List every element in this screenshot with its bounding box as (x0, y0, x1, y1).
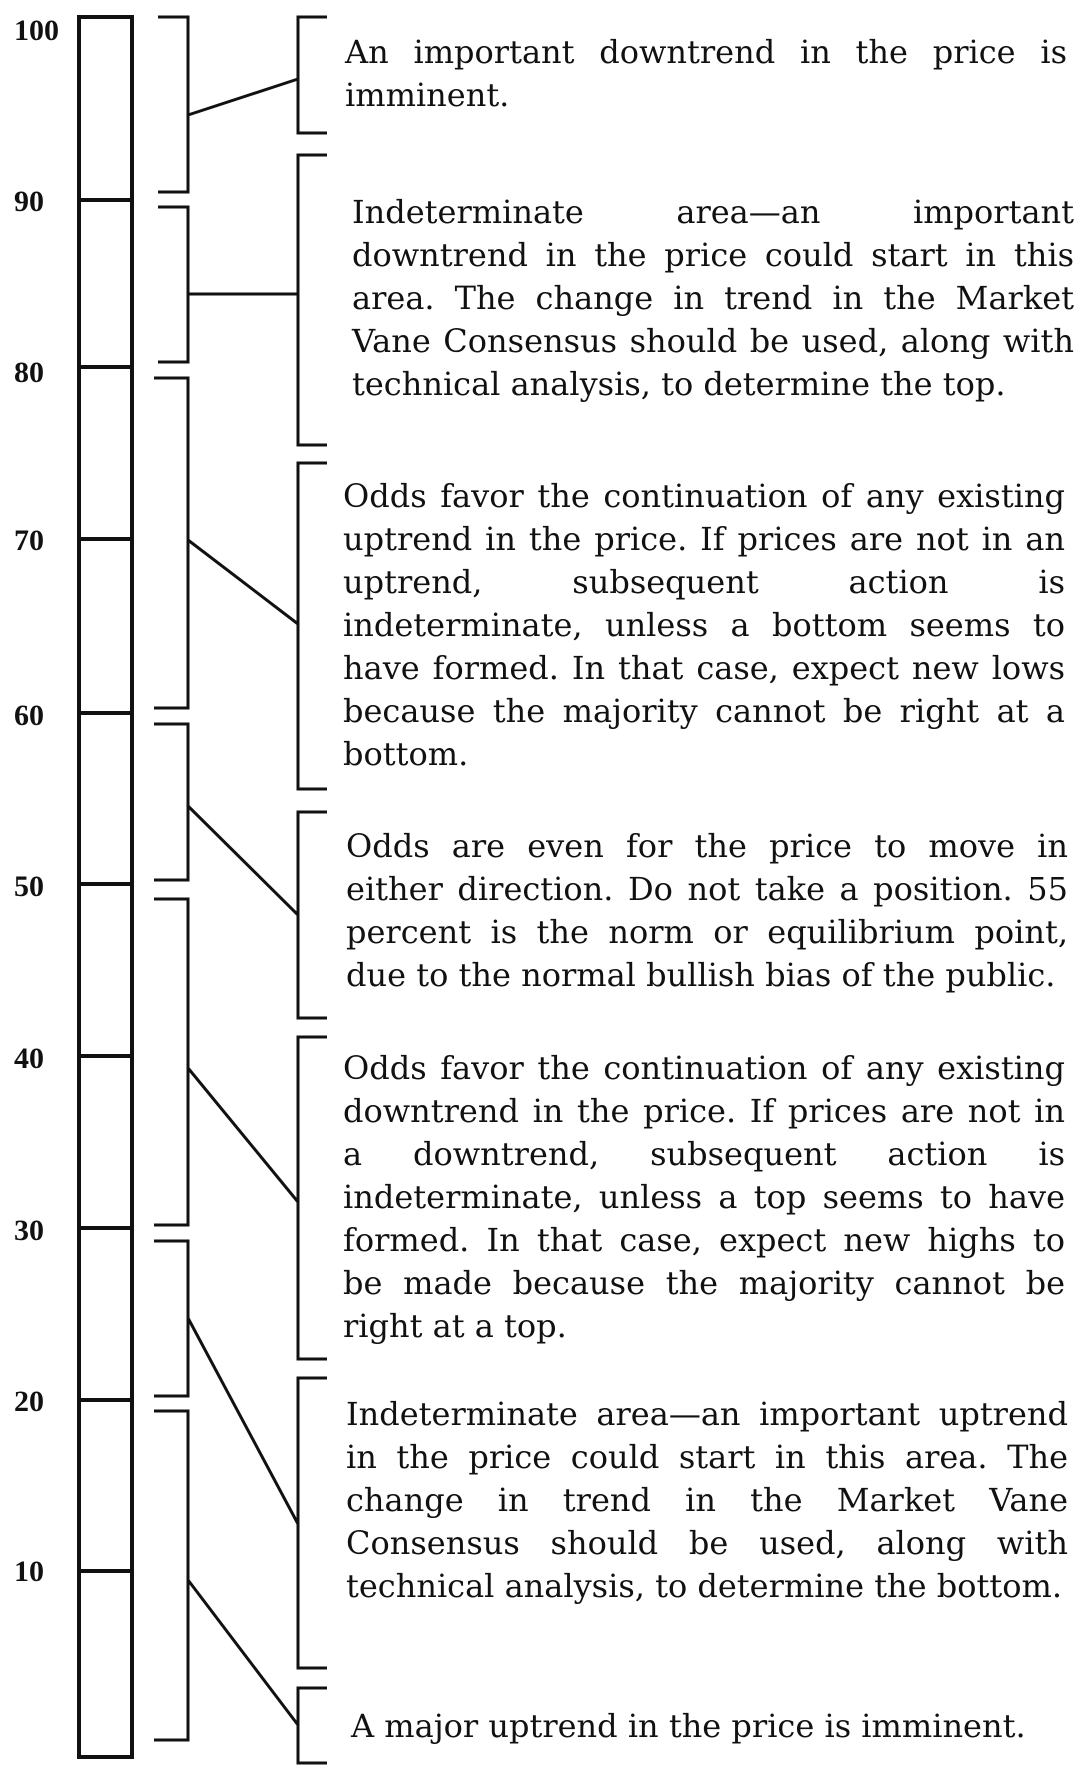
scale-bar (79, 17, 132, 1757)
text-bracket-3 (298, 463, 327, 789)
connector-4 (188, 806, 298, 915)
scale-label-70: 70 (14, 524, 44, 557)
range-bracket-90-100 (158, 17, 188, 192)
zone-text-5: Odds favor the continuation of any existing downtrend in the price. If prices are not in a downtrend, subsequent action is indeterminate, unless a top seems to have formed. In that case, expect new highs to be made because the majority cannot be right at a top. (343, 1049, 1065, 1345)
zone-text-1: An important downtrend in the price is imminent. (345, 33, 1067, 114)
scale-label-60: 60 (14, 699, 44, 732)
scale-label-10: 10 (14, 1555, 44, 1588)
scale-label-50: 50 (14, 870, 44, 903)
text-bracket-7 (298, 1688, 327, 1763)
range-bracket-50-60 (154, 724, 188, 880)
range-bracket-20-30 (154, 1241, 188, 1396)
zone-text-3: Odds favor the continuation of any existing uptrend in the price. If prices are not in an uptrend, subsequent action is indeterminate, unless a bottom seems to have formed. In that case, expect new lows because the majority cannot be right at a bottom. (343, 477, 1065, 773)
range-bracket-30-50 (154, 899, 188, 1225)
zone-text-2: Indeterminate area—an important downtrend in the price could start in this area. The change in trend in the Market Vane Consensus should be used, along with technical analysis, to determine the top. (352, 193, 1074, 403)
scale-label-20: 20 (14, 1385, 44, 1418)
scale-label-90: 90 (14, 185, 44, 218)
scale-label-30: 30 (14, 1214, 44, 1247)
zone-text-6: Indeterminate area—an important uptrend in the price could start in this area. The change in trend in the Market Vane Consensus should be used, along with technical analysis, to determine the bottom. (346, 1395, 1068, 1605)
connector-3 (188, 540, 298, 624)
range-bracket-60-80 (154, 378, 188, 708)
connector-5 (188, 1068, 298, 1202)
text-bracket-5 (298, 1037, 327, 1359)
text-bracket-4 (298, 812, 327, 1018)
range-bracket-80-90 (158, 207, 188, 362)
text-bracket-1 (298, 17, 327, 133)
connector-6 (188, 1318, 298, 1524)
connector-7 (188, 1580, 298, 1725)
scale-label-40: 40 (14, 1042, 44, 1075)
scale-label-100: 100 (14, 14, 59, 47)
scale-label-80: 80 (14, 356, 44, 389)
zone-text-7: A major uptrend in the price is imminent. (351, 1707, 1026, 1745)
connector-1 (188, 79, 298, 115)
range-bracket-0-20 (154, 1411, 188, 1740)
text-bracket-6 (298, 1378, 327, 1668)
zone-text-4: Odds are even for the price to move in either direction. Do not take a position. 55 percent is the norm or equilibrium point, due to the normal bullish bias of the public. (346, 827, 1068, 994)
text-bracket-2 (298, 155, 327, 445)
